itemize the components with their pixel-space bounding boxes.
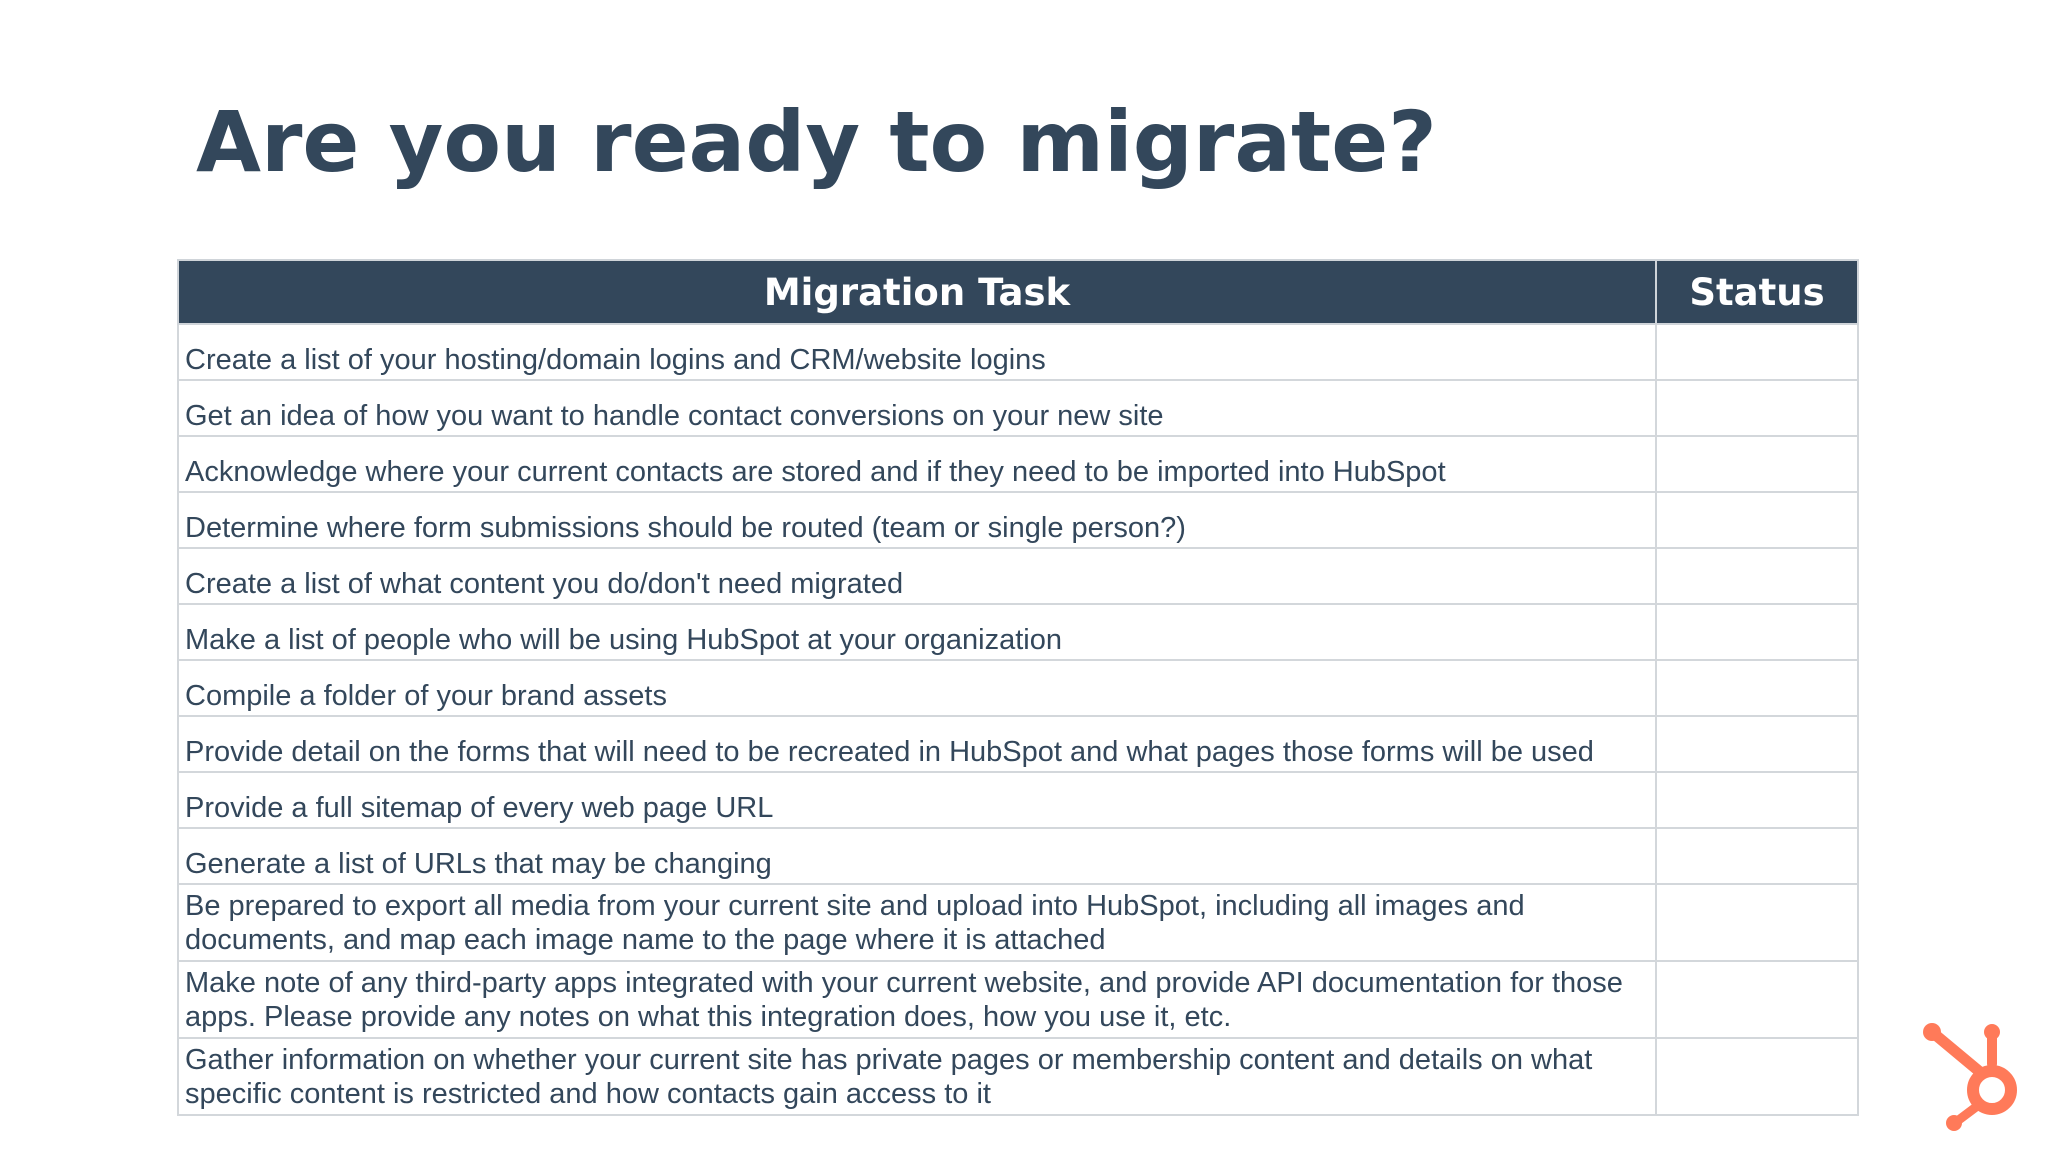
status-cell[interactable] — [1656, 772, 1858, 828]
status-cell[interactable] — [1656, 884, 1858, 961]
task-cell: Compile a folder of your brand assets — [178, 660, 1656, 716]
table-row — [178, 324, 1858, 380]
task-cell: Determine where form submissions should be routed (team or single person?) — [178, 492, 1656, 548]
table-row — [178, 961, 1858, 1038]
status-cell[interactable] — [1656, 961, 1858, 1038]
task-cell: Create a list of your hosting/domain logins and CRM/website logins — [178, 324, 1656, 380]
task-cell: Acknowledge where your current contacts are stored and if they need to be imported into HubSpot — [178, 436, 1656, 492]
table-row — [178, 492, 1858, 548]
status-cell[interactable] — [1656, 660, 1858, 716]
table-row — [178, 436, 1858, 492]
table-row — [178, 884, 1858, 961]
status-cell[interactable] — [1656, 548, 1858, 604]
status-cell[interactable] — [1656, 324, 1858, 380]
table-row — [178, 1038, 1858, 1115]
task-cell: Gather information on whether your current site has private pages or membership content and details on what specific content is restricted and how contacts gain access to it — [178, 1038, 1656, 1115]
slide-title: Are you ready to migrate? — [196, 93, 1437, 191]
task-cell: Provide a full sitemap of every web page URL — [178, 772, 1656, 828]
migration-checklist-table — [177, 259, 1859, 1116]
table-row — [178, 548, 1858, 604]
hubspot-logo — [1922, 1022, 2032, 1132]
hubspot-sprocket-icon — [1922, 1022, 2032, 1132]
task-cell: Make a list of people who will be using HubSpot at your organization — [178, 604, 1656, 660]
table-row — [178, 660, 1858, 716]
task-cell: Get an idea of how you want to handle contact conversions on your new site — [178, 380, 1656, 436]
status-cell[interactable] — [1656, 716, 1858, 772]
table-header-row — [178, 260, 1858, 324]
task-cell: Provide detail on the forms that will need to be recreated in HubSpot and what pages those forms will be used — [178, 716, 1656, 772]
table-row — [178, 772, 1858, 828]
status-cell[interactable] — [1656, 492, 1858, 548]
task-cell: Create a list of what content you do/don't need migrated — [178, 548, 1656, 604]
status-cell[interactable] — [1656, 1038, 1858, 1115]
table-row — [178, 380, 1858, 436]
column-header-task: Migration Task — [178, 260, 1656, 324]
column-header-status: Status — [1656, 260, 1858, 324]
table-row — [178, 604, 1858, 660]
status-cell[interactable] — [1656, 828, 1858, 884]
table-row — [178, 828, 1858, 884]
task-cell: Be prepared to export all media from your current site and upload into HubSpot, including all images and documents, and map each image name to the page where it is attached — [178, 884, 1656, 961]
table-row — [178, 716, 1858, 772]
status-cell[interactable] — [1656, 380, 1858, 436]
task-cell: Make note of any third-party apps integrated with your current website, and provide API documentation for those apps. Please provide any notes on what this integration does, how you use it, etc. — [178, 961, 1656, 1038]
status-cell[interactable] — [1656, 436, 1858, 492]
task-cell: Generate a list of URLs that may be changing — [178, 828, 1656, 884]
status-cell[interactable] — [1656, 604, 1858, 660]
